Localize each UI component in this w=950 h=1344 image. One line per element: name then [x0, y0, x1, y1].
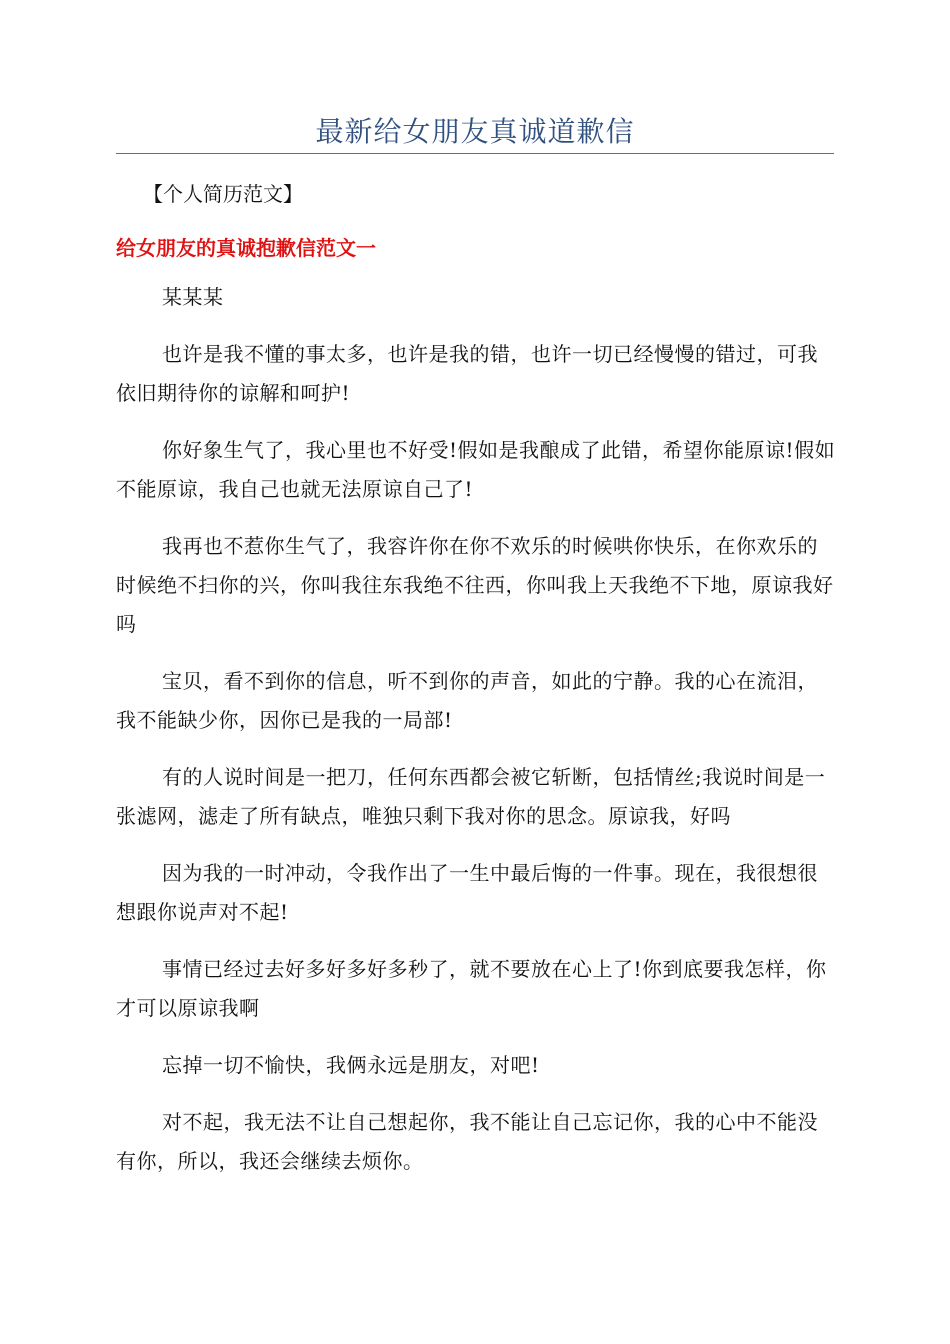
- title-underline: [116, 153, 834, 154]
- paragraph: 也许是我不懂的事太多，也许是我的错，也许一切已经慢慢的错过，可我依旧期待你的谅解和呵护!: [116, 342, 818, 405]
- paragraph: 有的人说时间是一把刀，任何东西都会被它斩断，包括情丝;我说时间是一张滤网，滤走了所有缺点，唯独只剩下我对你的思念。原谅我，好吗: [116, 765, 826, 828]
- section-heading: 给女朋友的真诚抱歉信范文一: [116, 236, 376, 260]
- salutation: 某某某: [162, 285, 224, 309]
- page-title: 最新给女朋友真诚道歉信: [315, 115, 635, 148]
- paragraph: 我再也不惹你生气了，我容许你在你不欢乐的时候哄你快乐，在你欢乐的时候绝不扫你的兴，你叫我往东我绝不往西，你叫我上天我绝不下地，原谅我好吗: [116, 534, 834, 636]
- paragraph: 宝贝，看不到你的信息，听不到你的声音，如此的宁静。我的心在流泪，我不能缺少你，因你已是我的一局部!: [116, 669, 818, 732]
- paragraph: 因为我的一时冲动，令我作出了一生中最后悔的一件事。现在，我很想很想跟你说声对不起!: [116, 861, 818, 924]
- resume-sample-tag: 【个人简历范文】: [143, 182, 303, 206]
- paragraph: 你好象生气了，我心里也不好受!假如是我酿成了此错，希望你能原谅!假如不能原谅，我自己也就无法原谅自己了!: [116, 438, 836, 501]
- paragraph: 对不起，我无法不让自己想起你，我不能让自己忘记你，我的心中不能没有你，所以，我还会继续去烦你。: [116, 1110, 818, 1173]
- paragraph: 忘掉一切不愉快，我俩永远是朋友，对吧!: [162, 1053, 540, 1077]
- paragraph: 事情已经过去好多好多好多秒了，就不要放在心上了!你到底要我怎样，你才可以原谅我啊: [116, 957, 827, 1020]
- letter-body: [116, 278, 836, 1199]
